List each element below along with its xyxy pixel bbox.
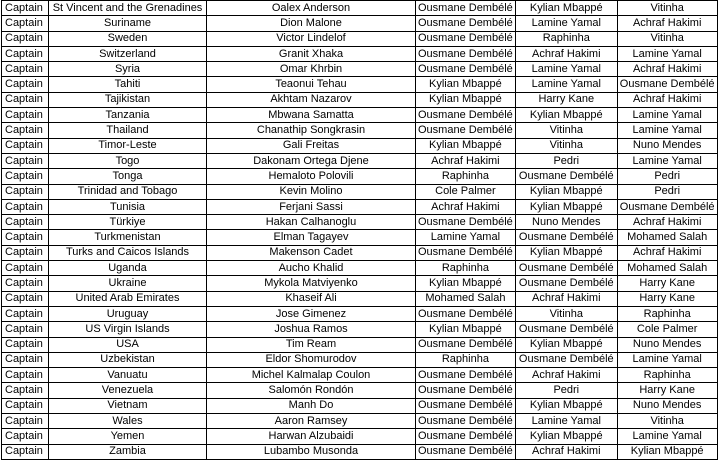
table-row [2, 123, 718, 138]
third-choice-cell: Nuno Mendes [617, 398, 717, 413]
first-choice-cell: Ousmane Dembélé [416, 444, 516, 459]
first-choice-cell: Ousmane Dembélé [416, 306, 516, 321]
captain-name-cell: Aaron Ramsey [207, 414, 416, 429]
first-choice-cell: Ousmane Dembélé [416, 46, 516, 61]
role-cell: Captain [2, 337, 49, 352]
country-cell: St Vincent and the Grenadines [49, 1, 207, 16]
first-choice-cell: Ousmane Dembélé [416, 337, 516, 352]
country-cell: Ukraine [49, 276, 207, 291]
second-choice-cell: Kylian Mbappé [515, 108, 617, 123]
country-cell: Venezuela [49, 383, 207, 398]
country-cell: USA [49, 337, 207, 352]
country-cell: Tanzania [49, 108, 207, 123]
country-cell: Syria [49, 62, 207, 77]
table-row [2, 276, 718, 291]
country-cell: Sweden [49, 31, 207, 46]
first-choice-cell: Kylian Mbappé [416, 322, 516, 337]
table-row [2, 215, 718, 230]
second-choice-cell: Ousmane Dembélé [515, 169, 617, 184]
role-cell: Captain [2, 291, 49, 306]
captain-name-cell: Gali Freitas [207, 138, 416, 153]
country-cell: Tunisia [49, 199, 207, 214]
first-choice-cell: Ousmane Dembélé [416, 108, 516, 123]
table-row [2, 153, 718, 168]
captain-name-cell: Aucho Khalid [207, 261, 416, 276]
second-choice-cell: Nuno Mendes [515, 215, 617, 230]
second-choice-cell: Kylian Mbappé [515, 337, 617, 352]
votes-table [1, 0, 718, 460]
first-choice-cell: Mohamed Salah [416, 291, 516, 306]
country-cell: Togo [49, 153, 207, 168]
table-row [2, 429, 718, 444]
table-row [2, 414, 718, 429]
second-choice-cell: Pedri [515, 383, 617, 398]
second-choice-cell: Harry Kane [515, 92, 617, 107]
captain-name-cell: Jose Gimenez [207, 306, 416, 321]
first-choice-cell: Kylian Mbappé [416, 92, 516, 107]
first-choice-cell: Kylian Mbappé [416, 77, 516, 92]
first-choice-cell: Ousmane Dembélé [416, 123, 516, 138]
role-cell: Captain [2, 199, 49, 214]
captain-name-cell: Ferjani Sassi [207, 199, 416, 214]
first-choice-cell: Ousmane Dembélé [416, 414, 516, 429]
second-choice-cell: Lamine Yamal [515, 414, 617, 429]
third-choice-cell: Pedri [617, 169, 717, 184]
third-choice-cell: Nuno Mendes [617, 138, 717, 153]
role-cell: Captain [2, 16, 49, 31]
country-cell: Timor-Leste [49, 138, 207, 153]
captain-name-cell: Eldor Shomurodov [207, 352, 416, 367]
country-cell: US Virgin Islands [49, 322, 207, 337]
captain-name-cell: Hakan Calhanoglu [207, 215, 416, 230]
second-choice-cell: Ousmane Dembélé [515, 261, 617, 276]
table-row [2, 337, 718, 352]
country-cell: Switzerland [49, 46, 207, 61]
country-cell: Uruguay [49, 306, 207, 321]
role-cell: Captain [2, 169, 49, 184]
captain-name-cell: Joshua Ramos [207, 322, 416, 337]
second-choice-cell: Pedri [515, 153, 617, 168]
second-choice-cell: Achraf Hakimi [515, 444, 617, 459]
first-choice-cell: Ousmane Dembélé [416, 245, 516, 260]
third-choice-cell: Lamine Yamal [617, 153, 717, 168]
second-choice-cell: Vitinha [515, 123, 617, 138]
captain-name-cell: Hemaloto Polovili [207, 169, 416, 184]
captain-name-cell: Chanathip Songkrasin [207, 123, 416, 138]
captain-name-cell: Omar Khrbin [207, 62, 416, 77]
third-choice-cell: Raphinha [617, 306, 717, 321]
first-choice-cell: Ousmane Dembélé [416, 368, 516, 383]
captain-name-cell: Harwan Alzubaidi [207, 429, 416, 444]
third-choice-cell: Achraf Hakimi [617, 16, 717, 31]
third-choice-cell: Harry Kane [617, 291, 717, 306]
role-cell: Captain [2, 276, 49, 291]
second-choice-cell: Ousmane Dembélé [515, 230, 617, 245]
table-row [2, 230, 718, 245]
role-cell: Captain [2, 184, 49, 199]
captain-name-cell: Dakonam Ortega Djene [207, 153, 416, 168]
table-row [2, 322, 718, 337]
country-cell: Turks and Caicos Islands [49, 245, 207, 260]
table-row [2, 77, 718, 92]
captain-name-cell: Granit Xhaka [207, 46, 416, 61]
third-choice-cell: Harry Kane [617, 383, 717, 398]
third-choice-cell: Kylian Mbappé [617, 444, 717, 459]
second-choice-cell: Lamine Yamal [515, 16, 617, 31]
captain-name-cell: Manh Do [207, 398, 416, 413]
first-choice-cell: Ousmane Dembélé [416, 1, 516, 16]
votes-table-body [2, 1, 718, 460]
table-row [2, 31, 718, 46]
role-cell: Captain [2, 138, 49, 153]
role-cell: Captain [2, 230, 49, 245]
role-cell: Captain [2, 31, 49, 46]
second-choice-cell: Lamine Yamal [515, 62, 617, 77]
table-row [2, 16, 718, 31]
table-row [2, 184, 718, 199]
first-choice-cell: Kylian Mbappé [416, 138, 516, 153]
second-choice-cell: Achraf Hakimi [515, 46, 617, 61]
third-choice-cell: Vitinha [617, 31, 717, 46]
country-cell: Wales [49, 414, 207, 429]
captain-name-cell: Kevin Molino [207, 184, 416, 199]
second-choice-cell: Kylian Mbappé [515, 199, 617, 214]
third-choice-cell: Ousmane Dembélé [617, 77, 717, 92]
role-cell: Captain [2, 153, 49, 168]
third-choice-cell: Vitinha [617, 1, 717, 16]
table-row [2, 383, 718, 398]
country-cell: Vanuatu [49, 368, 207, 383]
third-choice-cell: Achraf Hakimi [617, 62, 717, 77]
role-cell: Captain [2, 245, 49, 260]
table-row [2, 352, 718, 367]
table-row [2, 92, 718, 107]
first-choice-cell: Ousmane Dembélé [416, 398, 516, 413]
third-choice-cell: Achraf Hakimi [617, 92, 717, 107]
role-cell: Captain [2, 414, 49, 429]
table-row [2, 291, 718, 306]
first-choice-cell: Ousmane Dembélé [416, 62, 516, 77]
captain-name-cell: Michel Kalmalap Coulon [207, 368, 416, 383]
country-cell: Vietnam [49, 398, 207, 413]
country-cell: Türkiye [49, 215, 207, 230]
captain-name-cell: Khaseif Ali [207, 291, 416, 306]
country-cell: Turkmenistan [49, 230, 207, 245]
second-choice-cell: Ousmane Dembélé [515, 352, 617, 367]
role-cell: Captain [2, 123, 49, 138]
role-cell: Captain [2, 46, 49, 61]
second-choice-cell: Vitinha [515, 138, 617, 153]
second-choice-cell: Raphinha [515, 31, 617, 46]
country-cell: Tahiti [49, 77, 207, 92]
third-choice-cell: Mohamed Salah [617, 230, 717, 245]
captain-name-cell: Mbwana Samatta [207, 108, 416, 123]
first-choice-cell: Cole Palmer [416, 184, 516, 199]
captain-name-cell: Dion Malone [207, 16, 416, 31]
country-cell: Uzbekistan [49, 352, 207, 367]
third-choice-cell: Lamine Yamal [617, 123, 717, 138]
third-choice-cell: Vitinha [617, 414, 717, 429]
role-cell: Captain [2, 444, 49, 459]
role-cell: Captain [2, 62, 49, 77]
country-cell: Suriname [49, 16, 207, 31]
second-choice-cell: Ousmane Dembélé [515, 322, 617, 337]
role-cell: Captain [2, 92, 49, 107]
second-choice-cell: Vitinha [515, 306, 617, 321]
role-cell: Captain [2, 261, 49, 276]
country-cell: Tonga [49, 169, 207, 184]
first-choice-cell: Ousmane Dembélé [416, 383, 516, 398]
table-row [2, 169, 718, 184]
first-choice-cell: Achraf Hakimi [416, 153, 516, 168]
role-cell: Captain [2, 306, 49, 321]
country-cell: Tajikistan [49, 92, 207, 107]
first-choice-cell: Raphinha [416, 169, 516, 184]
role-cell: Captain [2, 398, 49, 413]
captain-name-cell: Akhtam Nazarov [207, 92, 416, 107]
first-choice-cell: Lamine Yamal [416, 230, 516, 245]
second-choice-cell: Kylian Mbappé [515, 245, 617, 260]
captain-name-cell: Makenson Cadet [207, 245, 416, 260]
table-row [2, 368, 718, 383]
country-cell: Zambia [49, 444, 207, 459]
third-choice-cell: Lamine Yamal [617, 108, 717, 123]
role-cell: Captain [2, 215, 49, 230]
third-choice-cell: Harry Kane [617, 276, 717, 291]
first-choice-cell: Raphinha [416, 261, 516, 276]
second-choice-cell: Lamine Yamal [515, 77, 617, 92]
captain-name-cell: Lubambo Musonda [207, 444, 416, 459]
first-choice-cell: Kylian Mbappé [416, 276, 516, 291]
role-cell: Captain [2, 352, 49, 367]
first-choice-cell: Ousmane Dembélé [416, 429, 516, 444]
third-choice-cell: Raphinha [617, 368, 717, 383]
third-choice-cell: Lamine Yamal [617, 429, 717, 444]
country-cell: Trinidad and Tobago [49, 184, 207, 199]
second-choice-cell: Achraf Hakimi [515, 368, 617, 383]
third-choice-cell: Nuno Mendes [617, 337, 717, 352]
country-cell: Thailand [49, 123, 207, 138]
table-row [2, 306, 718, 321]
third-choice-cell: Achraf Hakimi [617, 245, 717, 260]
third-choice-cell: Pedri [617, 184, 717, 199]
table-row [2, 62, 718, 77]
third-choice-cell: Cole Palmer [617, 322, 717, 337]
captain-name-cell: Tim Ream [207, 337, 416, 352]
country-cell: United Arab Emirates [49, 291, 207, 306]
third-choice-cell: Lamine Yamal [617, 46, 717, 61]
captain-name-cell: Elman Tagayev [207, 230, 416, 245]
first-choice-cell: Ousmane Dembélé [416, 31, 516, 46]
second-choice-cell: Kylian Mbappé [515, 429, 617, 444]
captain-name-cell: Victor Lindelof [207, 31, 416, 46]
captain-name-cell: Salomón Rondón [207, 383, 416, 398]
table-row [2, 398, 718, 413]
table-row [2, 245, 718, 260]
role-cell: Captain [2, 1, 49, 16]
role-cell: Captain [2, 77, 49, 92]
second-choice-cell: Achraf Hakimi [515, 291, 617, 306]
table-row [2, 199, 718, 214]
role-cell: Captain [2, 383, 49, 398]
second-choice-cell: Ousmane Dembélé [515, 276, 617, 291]
table-row [2, 138, 718, 153]
role-cell: Captain [2, 108, 49, 123]
second-choice-cell: Kylian Mbappé [515, 1, 617, 16]
country-cell: Uganda [49, 261, 207, 276]
first-choice-cell: Ousmane Dembélé [416, 215, 516, 230]
table-row [2, 444, 718, 459]
first-choice-cell: Raphinha [416, 352, 516, 367]
role-cell: Captain [2, 368, 49, 383]
first-choice-cell: Ousmane Dembélé [416, 16, 516, 31]
role-cell: Captain [2, 429, 49, 444]
captain-name-cell: Mykola Matviyenko [207, 276, 416, 291]
third-choice-cell: Mohamed Salah [617, 261, 717, 276]
second-choice-cell: Kylian Mbappé [515, 398, 617, 413]
role-cell: Captain [2, 322, 49, 337]
captain-name-cell: Teaonui Tehau [207, 77, 416, 92]
table-row [2, 46, 718, 61]
third-choice-cell: Achraf Hakimi [617, 215, 717, 230]
country-cell: Yemen [49, 429, 207, 444]
table-row [2, 108, 718, 123]
third-choice-cell: Ousmane Dembélé [617, 199, 717, 214]
third-choice-cell: Lamine Yamal [617, 352, 717, 367]
second-choice-cell: Kylian Mbappé [515, 184, 617, 199]
first-choice-cell: Achraf Hakimi [416, 199, 516, 214]
table-row [2, 261, 718, 276]
table-row [2, 1, 718, 16]
captain-name-cell: Oalex Anderson [207, 1, 416, 16]
